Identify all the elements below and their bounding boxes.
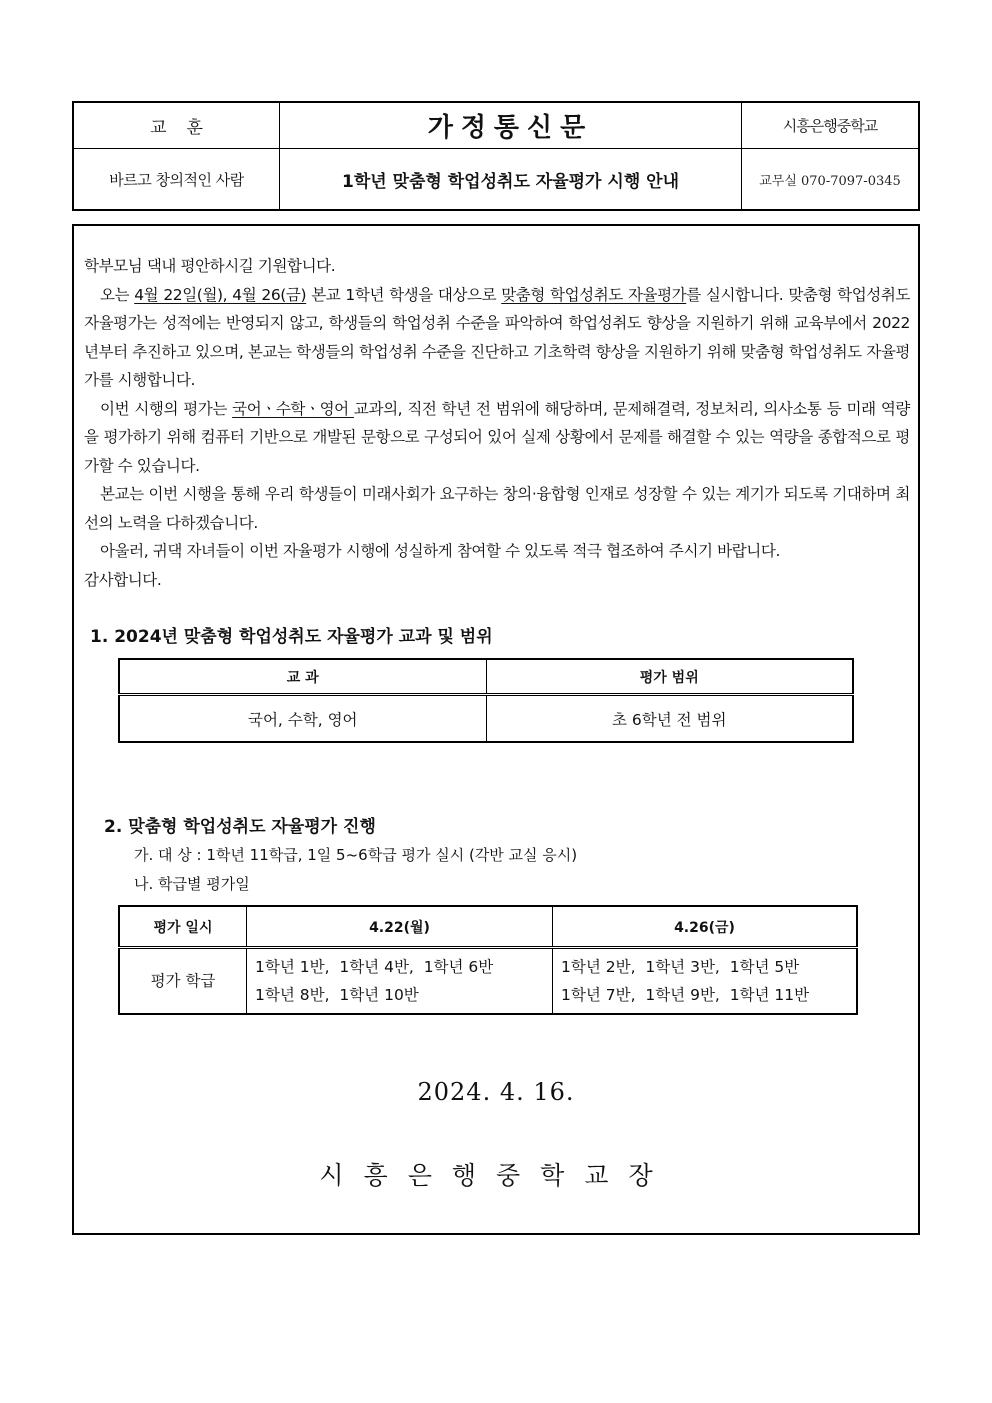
- contact-info: 교무실 070-7097-0345: [759, 173, 901, 189]
- paragraph-1: 오는 4월 22일(월), 4월 26(금) 본교 1학년 학생을 대상으로 맞춤형 학업성취도 자율평가를 실시합니다. 맞춤형 학업성취도 자율평가는 성적에는 반영되지 않고, 학생들의 학업성취 수준을 파악하여 학업성취도 향상을 지원하기 위해 교육부에서 2022년부터 추진하고 있으며, 본교는 학생들의 학업성취 수준을 진단하고 기초학력 향상을 지원하기 위해 맞춤형 학업성취도 자율평가를 시행합니다.: [84, 285, 910, 389]
- notice-body: [72, 224, 920, 1235]
- range-cell: 초 6학년 전 범위: [486, 695, 853, 743]
- subject-range-table: [118, 658, 854, 743]
- notice-subject: 1학년 맞춤형 학업성취도 자율평가 시행 안내: [280, 149, 742, 209]
- paragraph-2: 이번 시행의 평가는 국어ㆍ수학ㆍ영어 교과의, 직전 학년 전 범위에 해당하며, 문제해결력, 정보처리, 의사소통 등 미래 역량을 평가하기 위해 컴퓨터 기반으로 개발된 문항으로 구성되어 있어 실제 상황에서 문제를 해결할 수 있는 역량을 종합적으로 평가할 수 있습니다.: [84, 399, 910, 475]
- body-text: [84, 252, 910, 594]
- thanks: 감사합니다.: [84, 570, 162, 589]
- school-motto: 바르고 창의적인 사람: [74, 149, 280, 209]
- greeting: 학부모님 댁내 평안하시길 기원합니다.: [84, 257, 336, 275]
- schedule-table: [118, 905, 858, 1015]
- range-column-header: 평가 범위: [486, 659, 853, 695]
- principal-signature: 시흥은행중학교장: [319, 1161, 673, 1190]
- day1-classes: 1학년 1반, 1학년 4반, 1학년 6반 1학년 8반, 1학년 10반: [247, 948, 553, 1015]
- day1-header: 4.22(월): [247, 906, 553, 948]
- class-row-label: 평가 학급: [119, 948, 247, 1015]
- page-title: 가정통신문: [280, 103, 742, 149]
- school-name: 시흥은행중학교: [742, 103, 918, 149]
- test-name: 맞춤형 학업성취도 자율평가: [501, 285, 687, 304]
- test-dates: 4월 22일(월), 4월 26(금): [134, 285, 307, 304]
- date-column-header: 평가 일시: [119, 906, 247, 948]
- schedule-item: 나. 학급별 평가일: [134, 875, 250, 893]
- subject-column-header: 교 과: [119, 659, 486, 695]
- paragraph-3: 본교는 이번 시행을 통해 우리 학생들이 미래사회가 요구하는 창의·융합형 인재로 성장할 수 있는 계기가 되도록 기대하며 최선의 노력을 다하겠습니다.: [84, 485, 910, 532]
- issue-date: 2024. 4. 16.: [417, 1078, 575, 1106]
- section-1-heading: 1. 2024년 맞춤형 학업성취도 자율평가 교과 및 범위: [90, 627, 493, 647]
- test-subjects: 국어ㆍ수학ㆍ영어: [232, 399, 354, 418]
- paragraph-4: 아울러, 귀댁 자녀들이 이번 자율평가 시행에 성실하게 참여할 수 있도록 적극 협조하여 주시기 바랍니다.: [100, 542, 780, 560]
- header-table: [72, 101, 920, 211]
- day2-classes: 1학년 2반, 1학년 3반, 1학년 5반 1학년 7반, 1학년 9반, 1학년 11반: [553, 948, 858, 1015]
- subjects-cell: 국어, 수학, 영어: [119, 695, 486, 743]
- section-2-heading: 2. 맞춤형 학업성취도 자율평가 진행: [104, 817, 376, 837]
- target-item: 가. 대 상 : 1학년 11학급, 1일 5~6학급 평가 실시 (각반 교실 응시): [134, 846, 578, 864]
- day2-header: 4.26(금): [553, 906, 858, 948]
- motto-label: 교훈: [74, 103, 280, 149]
